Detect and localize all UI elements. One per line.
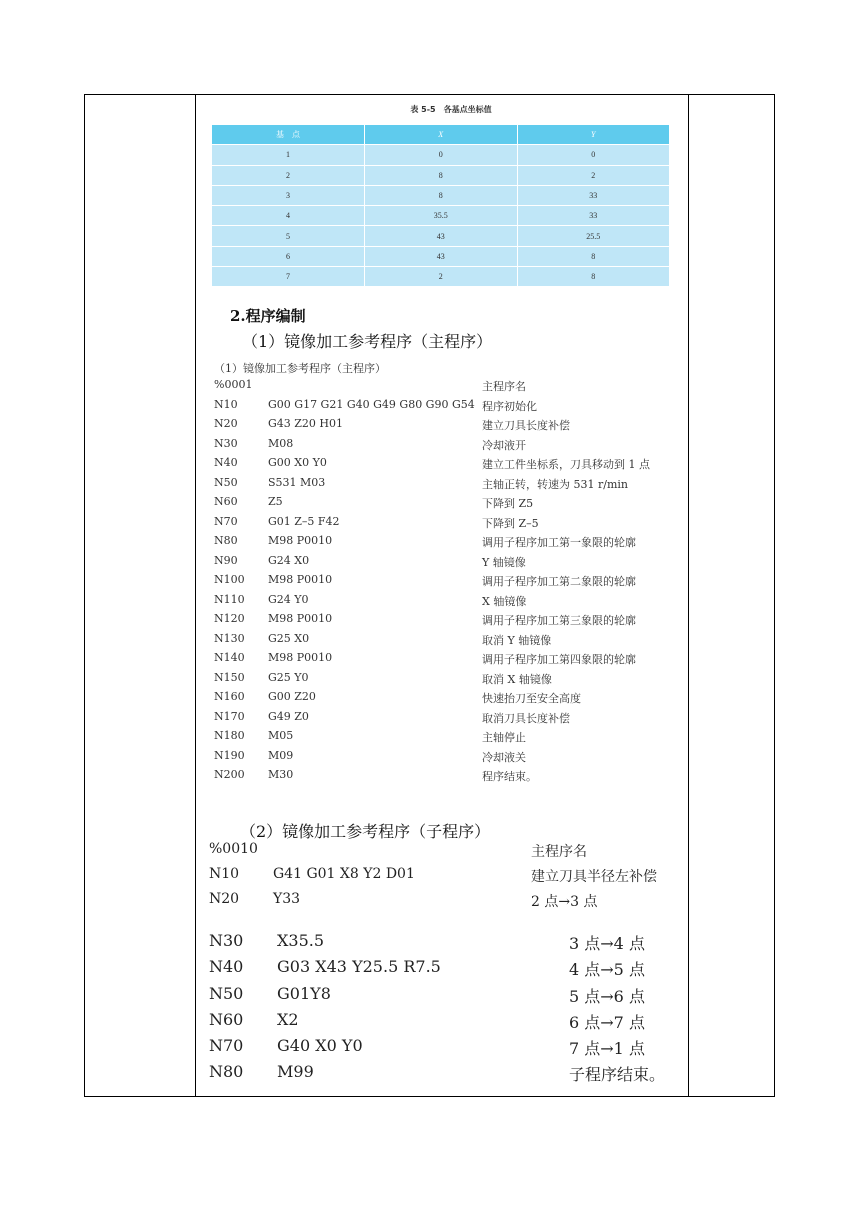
line-comment: 冷却液开 xyxy=(482,438,526,452)
line-comment: 程序初始化 xyxy=(482,399,537,413)
line-number: N100 xyxy=(214,573,245,586)
program-line xyxy=(209,841,679,866)
program-line xyxy=(209,866,679,891)
line-number: N50 xyxy=(214,475,238,489)
line-comment: Y 轴镜像 xyxy=(482,555,526,569)
line-number: N70 xyxy=(214,514,238,528)
table-cell-point: 6 xyxy=(212,246,365,266)
nc-code: M98 P0010 xyxy=(268,573,333,586)
line-comment: 主轴正转，转速为 531 r/min xyxy=(482,477,628,491)
table-cell-x: 8 xyxy=(365,185,518,205)
nc-code: G00 Z20 xyxy=(268,690,316,703)
line-comment: 取消刀具长度补偿 xyxy=(482,711,570,725)
nc-code: G25 Y0 xyxy=(268,670,309,684)
line-number: N80 xyxy=(214,534,238,547)
nc-code: G43 Z20 H01 xyxy=(268,417,344,430)
program-line xyxy=(214,768,684,788)
table-cell-y: 2 xyxy=(517,165,670,185)
table-caption: 表 5-5 各基点坐标值 xyxy=(410,105,492,114)
line-comment: 建立工件坐标系，刀具移动到 1 点 xyxy=(482,458,650,471)
nc-code: M08 xyxy=(268,436,294,450)
program-line xyxy=(214,554,684,574)
coordinate-table xyxy=(212,125,670,287)
line-number: N60 xyxy=(209,1009,244,1029)
line-number: N30 xyxy=(214,436,238,450)
table-row xyxy=(212,226,670,246)
table-row xyxy=(212,246,670,266)
nc-code: G25 X0 xyxy=(268,631,310,645)
nc-code: G00 X0 Y0 xyxy=(268,456,327,469)
line-comment: 快速抬刀至安全高度 xyxy=(482,692,581,705)
nc-code: G01Y8 xyxy=(277,983,331,1003)
table-row xyxy=(212,206,670,226)
line-comment: 冷却液关 xyxy=(482,750,526,764)
program-line xyxy=(214,378,684,398)
nc-code: G01 Z–5 F42 xyxy=(268,514,340,528)
line-comment: 主轴停止 xyxy=(482,731,526,744)
nc-code: M99 xyxy=(277,1062,314,1082)
nc-code: G24 Y0 xyxy=(268,592,309,606)
table-cell-x: 2 xyxy=(365,267,518,287)
program-line xyxy=(214,593,684,613)
nc-code: X35.5 xyxy=(277,931,325,950)
sub-program-listing-part1 xyxy=(209,841,679,916)
line-comment: 5 点→6 点 xyxy=(569,986,645,1006)
line-comment: 4 点→5 点 xyxy=(569,960,645,980)
table-cell-y: 25.5 xyxy=(517,226,670,246)
program-line xyxy=(214,573,684,593)
main-program-caption: （1）镜像加工参考程序（主程序） xyxy=(214,362,386,375)
table-cell-x: 8 xyxy=(365,165,518,185)
table-cell-y: 8 xyxy=(517,267,670,287)
program-line xyxy=(214,398,684,418)
line-comment: 取消 X 轴镜像 xyxy=(482,672,552,686)
table-row xyxy=(212,145,670,165)
table-row xyxy=(212,185,670,205)
line-comment: 6 点→7 点 xyxy=(569,1012,645,1032)
section-title: 2.程序编制 xyxy=(230,307,306,325)
nc-code: X2 xyxy=(277,1009,299,1029)
program-line xyxy=(209,957,679,983)
line-number: N70 xyxy=(209,1036,244,1056)
line-comment: 建立刀具长度补偿 xyxy=(482,419,570,432)
line-number: N180 xyxy=(214,729,245,742)
header-y: Y xyxy=(517,125,670,145)
line-comment: 调用子程序加工第一象限的轮廓 xyxy=(482,536,636,549)
program-line xyxy=(209,1010,679,1036)
program-line xyxy=(214,495,684,515)
line-number: N40 xyxy=(209,957,244,977)
table-cell-point: 2 xyxy=(212,165,365,185)
nc-code: M30 xyxy=(268,768,294,781)
line-comment: 建立刀具半径左补偿 xyxy=(531,869,657,885)
nc-code: M98 P0010 xyxy=(268,534,333,547)
table-body xyxy=(212,145,670,287)
line-comment: 子程序结束。 xyxy=(569,1065,666,1085)
program-line xyxy=(214,671,684,691)
nc-code: Y33 xyxy=(273,891,301,907)
line-number: N160 xyxy=(214,690,245,703)
nc-code: G40 X0 Y0 xyxy=(277,1036,363,1056)
nc-code: M98 P0010 xyxy=(268,651,333,664)
sub-program-heading: （2）镜像加工参考程序（子程序） xyxy=(240,822,491,841)
line-comment: 调用子程序加工第三象限的轮廓 xyxy=(482,614,636,627)
main-program-heading: （1）镜像加工参考程序（主程序） xyxy=(242,332,493,351)
nc-code: M98 P0010 xyxy=(268,612,333,625)
line-number: %0010 xyxy=(209,841,258,857)
table-row xyxy=(212,267,670,287)
line-comment: 3 点→4 点 xyxy=(569,934,645,953)
line-comment: 取消 Y 轴镜像 xyxy=(482,633,552,647)
table-cell-x: 43 xyxy=(365,226,518,246)
program-line xyxy=(209,931,679,957)
header-x: X xyxy=(365,125,518,145)
line-comment: 主程序名 xyxy=(482,380,526,393)
line-number: N20 xyxy=(214,417,238,430)
program-line xyxy=(214,534,684,554)
nc-code: G24 X0 xyxy=(268,553,310,567)
nc-code: M05 xyxy=(268,729,294,742)
table-cell-point: 5 xyxy=(212,226,365,246)
line-number: N170 xyxy=(214,709,245,723)
program-line xyxy=(214,437,684,457)
line-number: N40 xyxy=(214,456,238,469)
line-number: N60 xyxy=(214,495,238,508)
table-cell-point: 1 xyxy=(212,145,365,165)
program-line xyxy=(214,417,684,437)
program-line xyxy=(214,749,684,769)
line-comment: 下降到 Z5 xyxy=(482,497,534,510)
line-number: N110 xyxy=(214,592,245,606)
column-divider-right xyxy=(688,95,689,1096)
table-cell-x: 43 xyxy=(365,246,518,266)
line-number: N30 xyxy=(209,931,244,950)
nc-code: Z5 xyxy=(268,495,283,508)
line-number: N120 xyxy=(214,612,245,625)
table-cell-y: 33 xyxy=(517,206,670,226)
line-comment: 下降到 Z–5 xyxy=(482,516,539,530)
program-line xyxy=(214,515,684,535)
main-program-listing xyxy=(214,378,684,788)
line-number: N190 xyxy=(214,748,245,762)
line-comment: X 轴镜像 xyxy=(482,594,527,608)
line-comment: 调用子程序加工第四象限的轮廓 xyxy=(482,653,636,666)
program-line xyxy=(209,1062,679,1088)
line-number: N150 xyxy=(214,670,245,684)
program-line xyxy=(214,651,684,671)
nc-code: S531 M03 xyxy=(268,475,326,489)
table-row xyxy=(212,165,670,185)
line-comment: 主程序名 xyxy=(531,844,587,860)
line-number: N50 xyxy=(209,983,244,1003)
table-cell-y: 33 xyxy=(517,185,670,205)
nc-code: G49 Z0 xyxy=(268,709,309,723)
table-cell-point: 4 xyxy=(212,206,365,226)
line-comment: 7 点→1 点 xyxy=(569,1039,645,1059)
table-header-row xyxy=(212,125,670,145)
line-comment: 调用子程序加工第二象限的轮廓 xyxy=(482,575,636,588)
program-line xyxy=(214,690,684,710)
line-number: N80 xyxy=(209,1062,244,1082)
table-cell-x: 35.5 xyxy=(365,206,518,226)
line-number: N20 xyxy=(209,891,240,907)
line-number: %0001 xyxy=(214,378,253,391)
nc-code: M09 xyxy=(268,748,294,762)
nc-code: G03 X43 Y25.5 R7.5 xyxy=(277,957,441,977)
nc-code: G00 G17 G21 G40 G49 G80 G90 G54 xyxy=(268,397,475,411)
program-line xyxy=(214,476,684,496)
line-comment: 2 点→3 点 xyxy=(531,894,598,910)
program-line xyxy=(209,891,679,916)
table-cell-y: 8 xyxy=(517,246,670,266)
table-cell-y: 0 xyxy=(517,145,670,165)
program-line xyxy=(214,612,684,632)
program-line xyxy=(214,632,684,652)
line-comment: 程序结束。 xyxy=(482,770,537,783)
line-number: N200 xyxy=(214,768,245,781)
header-point: 基 点 xyxy=(212,125,365,145)
table-cell-point: 7 xyxy=(212,267,365,287)
table-cell-point: 3 xyxy=(212,185,365,205)
line-number: N140 xyxy=(214,651,245,664)
line-number: N130 xyxy=(214,631,245,645)
program-line xyxy=(209,1036,679,1062)
program-line xyxy=(214,456,684,476)
line-number: N10 xyxy=(214,397,238,411)
nc-code: G41 G01 X8 Y2 D01 xyxy=(273,866,415,882)
program-line xyxy=(209,984,679,1010)
content-table-frame xyxy=(84,94,775,1097)
column-divider-left xyxy=(195,95,196,1096)
line-number: N90 xyxy=(214,553,238,567)
table-cell-x: 0 xyxy=(365,145,518,165)
program-line xyxy=(214,729,684,749)
program-line xyxy=(214,710,684,730)
line-number: N10 xyxy=(209,866,240,882)
sub-program-listing-part2 xyxy=(209,931,679,1089)
